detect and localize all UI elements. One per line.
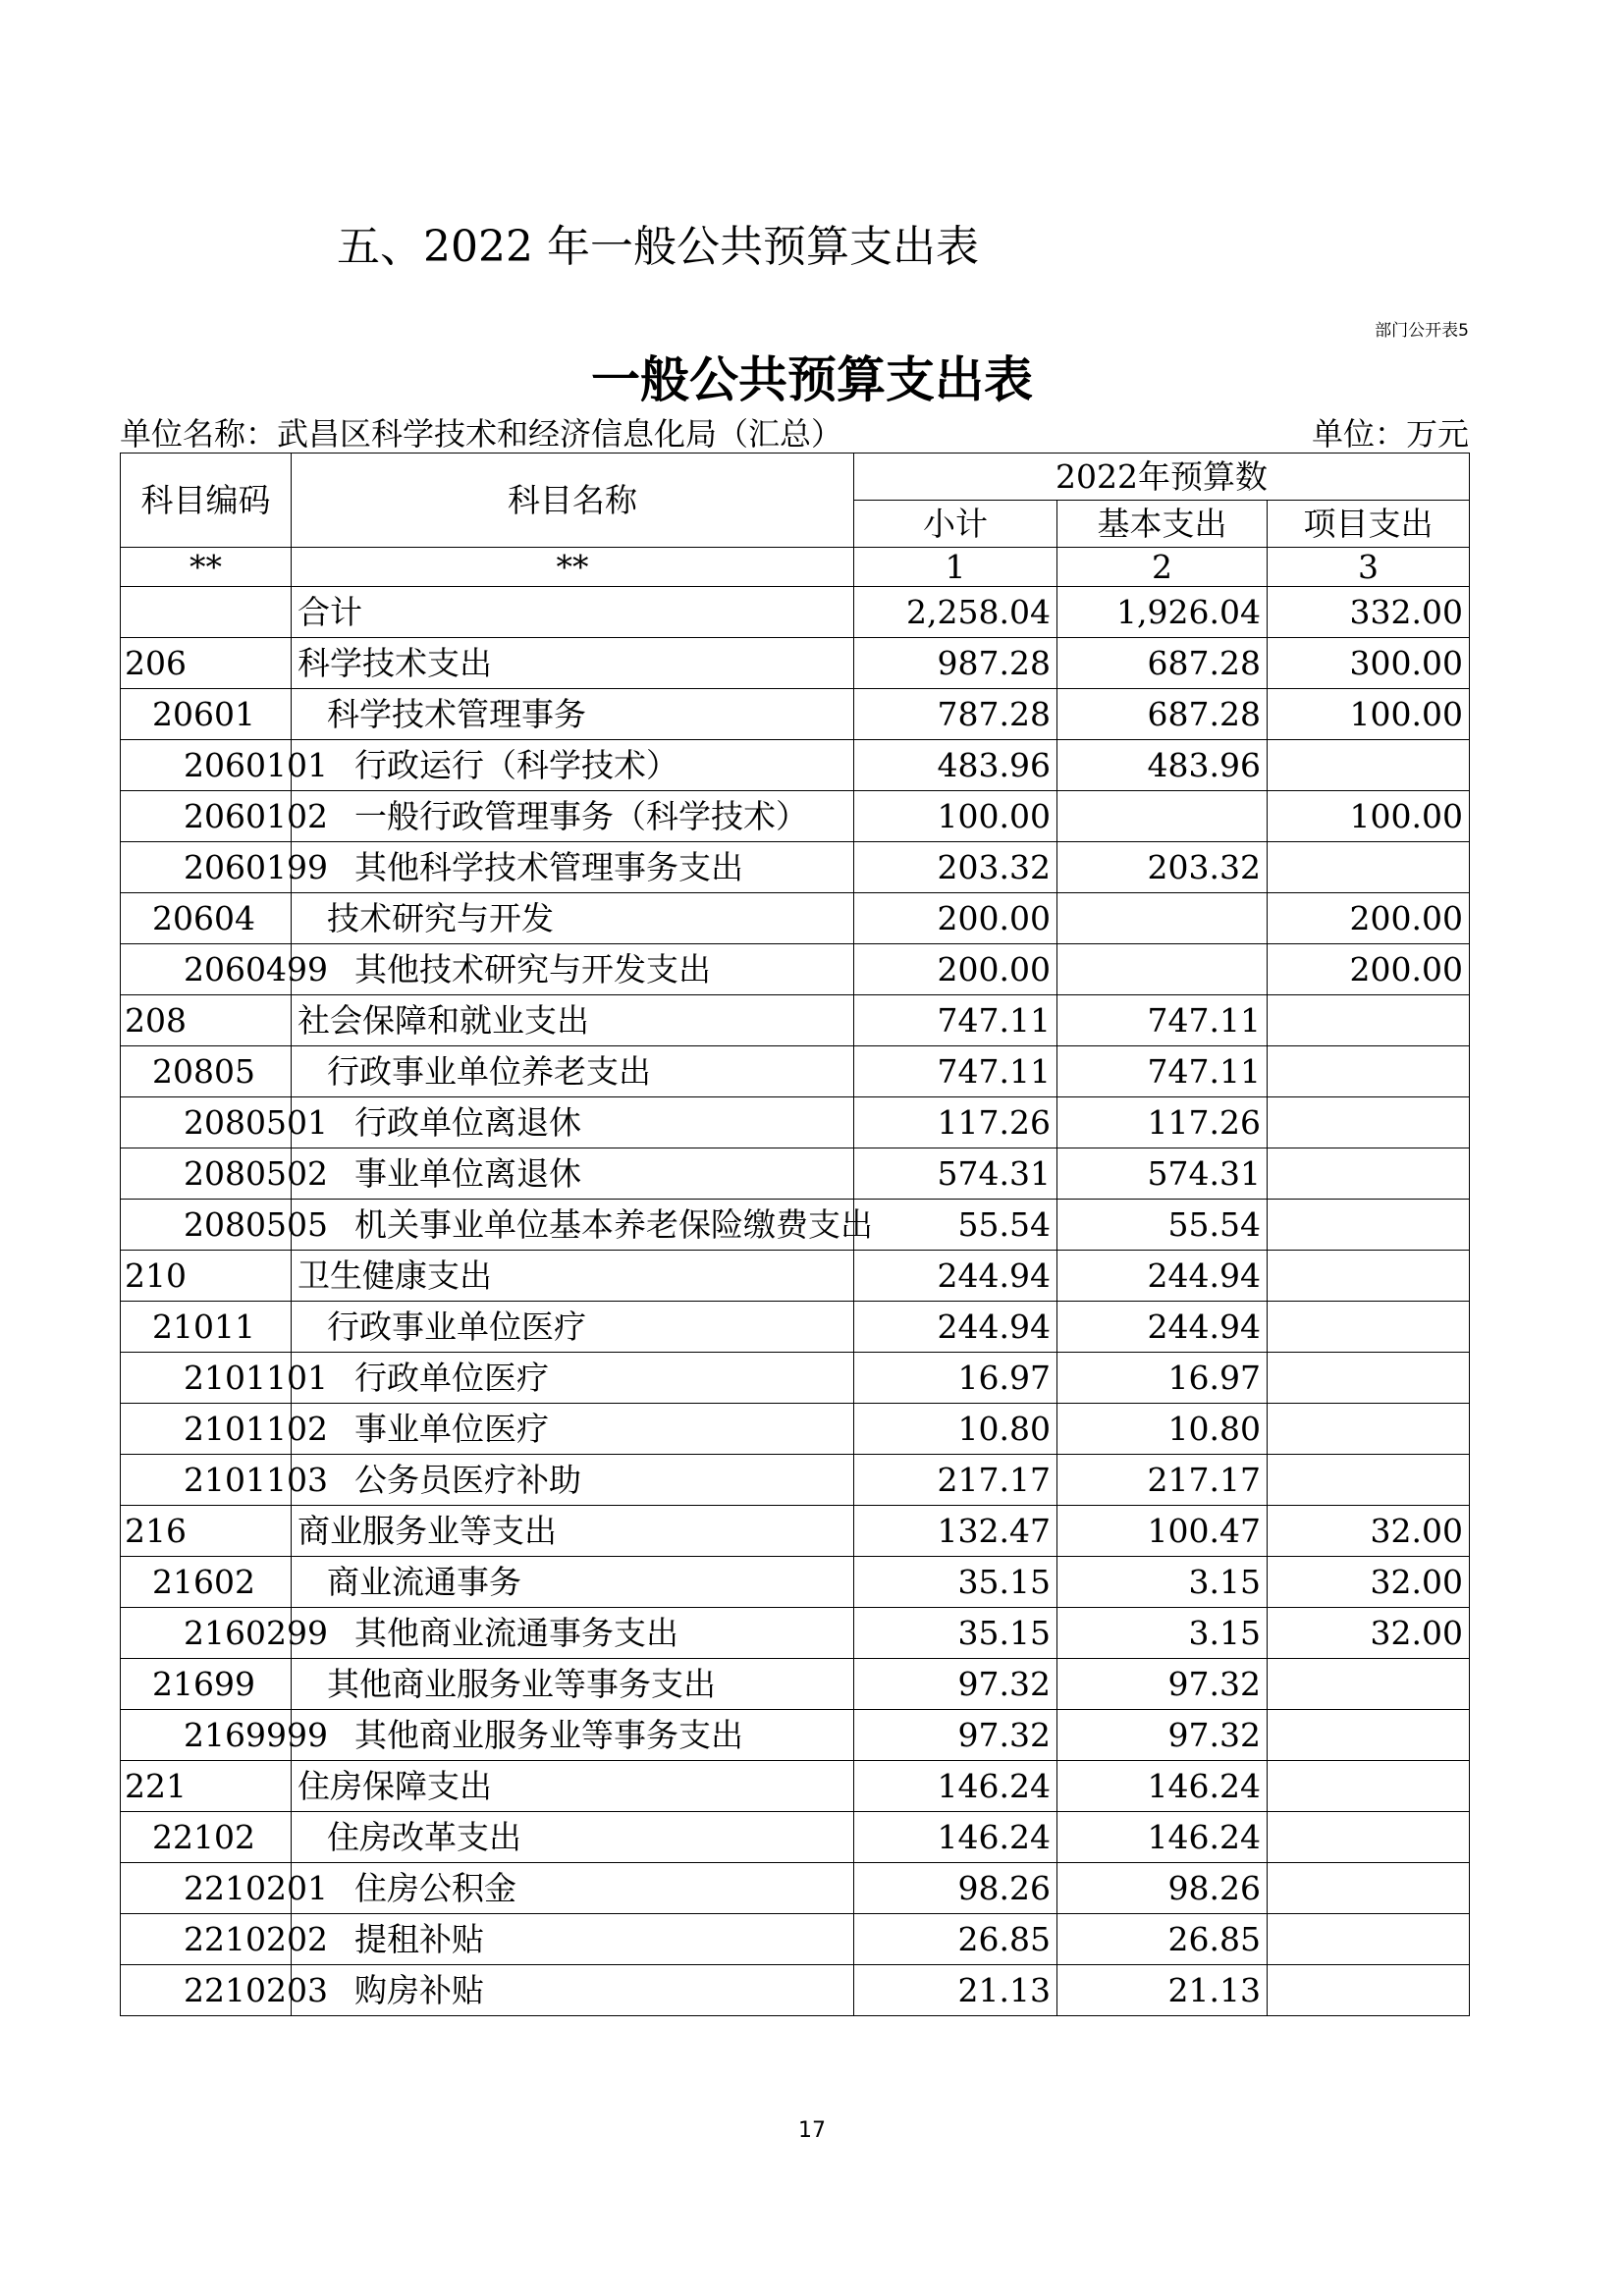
basic-cell: 747.11 xyxy=(1057,1046,1268,1097)
table-row xyxy=(121,1302,1470,1353)
table-row xyxy=(121,1761,1470,1812)
project-cell xyxy=(1268,1863,1470,1914)
project-cell xyxy=(1268,1200,1470,1251)
name-cell: 公务员医疗补助 xyxy=(292,1455,854,1506)
project-cell: 100.00 xyxy=(1268,689,1470,740)
header-code: 科目编码 xyxy=(121,454,292,548)
basic-cell: 1,926.04 xyxy=(1057,587,1268,638)
basic-cell: 98.26 xyxy=(1057,1863,1268,1914)
project-cell xyxy=(1268,1302,1470,1353)
index-cell: ** xyxy=(121,548,292,587)
basic-cell xyxy=(1057,893,1268,944)
subtotal-cell: 100.00 xyxy=(854,791,1057,842)
unit-name: 单位名称：武昌区科学技术和经济信息化局（汇总） xyxy=(120,415,843,453)
index-cell: 3 xyxy=(1268,548,1470,587)
code-cell: 2210202 xyxy=(121,1914,292,1965)
subtotal-cell: 97.32 xyxy=(854,1710,1057,1761)
basic-cell: 203.32 xyxy=(1057,842,1268,893)
index-row xyxy=(121,548,1470,587)
header-basic: 基本支出 xyxy=(1057,501,1268,548)
table-row xyxy=(121,1608,1470,1659)
project-cell xyxy=(1268,1965,1470,2016)
table-title: 一般公共预算支出表 xyxy=(591,350,1033,408)
table-row xyxy=(121,1097,1470,1148)
table-row xyxy=(121,1863,1470,1914)
name-cell: 一般行政管理事务（科学技术） xyxy=(292,791,854,842)
subtotal-cell: 98.26 xyxy=(854,1863,1057,1914)
table-row xyxy=(121,587,1470,638)
subtotal-cell: 97.32 xyxy=(854,1659,1057,1710)
code-cell: 20604 xyxy=(121,893,292,944)
table-row xyxy=(121,740,1470,791)
code-cell: 2210201 xyxy=(121,1863,292,1914)
basic-cell: 10.80 xyxy=(1057,1404,1268,1455)
basic-cell: 217.17 xyxy=(1057,1455,1268,1506)
table-row xyxy=(121,1965,1470,2016)
project-cell xyxy=(1268,1097,1470,1148)
name-cell: 其他商业服务业等事务支出 xyxy=(292,1710,854,1761)
table-row xyxy=(121,1914,1470,1965)
code-cell: 21699 xyxy=(121,1659,292,1710)
basic-cell xyxy=(1057,944,1268,995)
code-cell: 2080505 xyxy=(121,1200,292,1251)
currency-unit: 单位：万元 xyxy=(1311,415,1469,453)
project-cell xyxy=(1268,1812,1470,1863)
table-row xyxy=(121,1148,1470,1200)
header-project: 项目支出 xyxy=(1268,501,1470,548)
header-row-1 xyxy=(121,454,1470,501)
subtotal-cell: 574.31 xyxy=(854,1148,1057,1200)
basic-cell: 117.26 xyxy=(1057,1097,1268,1148)
code-cell: 206 xyxy=(121,638,292,689)
basic-cell: 21.13 xyxy=(1057,1965,1268,2016)
basic-cell: 100.47 xyxy=(1057,1506,1268,1557)
name-cell: 卫生健康支出 xyxy=(292,1251,854,1302)
table-row xyxy=(121,1557,1470,1608)
code-cell: 21011 xyxy=(121,1302,292,1353)
budget-table xyxy=(120,453,1470,2016)
name-cell: 其他商业流通事务支出 xyxy=(292,1608,854,1659)
project-cell xyxy=(1268,1761,1470,1812)
name-cell: 科学技术管理事务 xyxy=(292,689,854,740)
name-cell: 行政事业单位医疗 xyxy=(292,1302,854,1353)
table-row xyxy=(121,1812,1470,1863)
code-cell: 208 xyxy=(121,995,292,1046)
project-cell xyxy=(1268,995,1470,1046)
name-cell: 行政单位离退休 xyxy=(292,1097,854,1148)
header-name: 科目名称 xyxy=(292,454,854,548)
basic-cell: 3.15 xyxy=(1057,1608,1268,1659)
code-cell: 2160299 xyxy=(121,1608,292,1659)
basic-cell: 244.94 xyxy=(1057,1251,1268,1302)
name-cell: 其他技术研究与开发支出 xyxy=(292,944,854,995)
basic-cell: 747.11 xyxy=(1057,995,1268,1046)
subtotal-cell: 200.00 xyxy=(854,944,1057,995)
code-cell: 22102 xyxy=(121,1812,292,1863)
code-cell xyxy=(121,587,292,638)
project-cell: 332.00 xyxy=(1268,587,1470,638)
table-row xyxy=(121,689,1470,740)
code-cell: 20601 xyxy=(121,689,292,740)
project-cell: 100.00 xyxy=(1268,791,1470,842)
subtotal-cell: 787.28 xyxy=(854,689,1057,740)
project-cell xyxy=(1268,1659,1470,1710)
project-cell xyxy=(1268,1251,1470,1302)
subtotal-cell: 26.85 xyxy=(854,1914,1057,1965)
name-cell: 事业单位离退休 xyxy=(292,1148,854,1200)
subtotal-cell: 35.15 xyxy=(854,1557,1057,1608)
code-cell: 2080502 xyxy=(121,1148,292,1200)
code-cell: 2060101 xyxy=(121,740,292,791)
header-budget-group: 2022年预算数 xyxy=(854,454,1470,501)
code-cell: 216 xyxy=(121,1506,292,1557)
code-cell: 2101101 xyxy=(121,1353,292,1404)
subtotal-cell: 747.11 xyxy=(854,1046,1057,1097)
project-cell xyxy=(1268,1404,1470,1455)
basic-cell: 16.97 xyxy=(1057,1353,1268,1404)
name-cell: 行政单位医疗 xyxy=(292,1353,854,1404)
table-row xyxy=(121,944,1470,995)
name-cell: 住房保障支出 xyxy=(292,1761,854,1812)
code-cell: 210 xyxy=(121,1251,292,1302)
code-cell: 2060102 xyxy=(121,791,292,842)
basic-cell: 483.96 xyxy=(1057,740,1268,791)
subtotal-cell: 21.13 xyxy=(854,1965,1057,2016)
name-cell: 科学技术支出 xyxy=(292,638,854,689)
subtotal-cell: 16.97 xyxy=(854,1353,1057,1404)
project-cell: 32.00 xyxy=(1268,1557,1470,1608)
table-row xyxy=(121,1710,1470,1761)
project-cell: 32.00 xyxy=(1268,1608,1470,1659)
project-cell: 200.00 xyxy=(1268,893,1470,944)
code-cell: 2080501 xyxy=(121,1097,292,1148)
basic-cell: 55.54 xyxy=(1057,1200,1268,1251)
name-cell: 提租补贴 xyxy=(292,1914,854,1965)
basic-cell: 26.85 xyxy=(1057,1914,1268,1965)
basic-cell xyxy=(1057,791,1268,842)
basic-cell: 97.32 xyxy=(1057,1659,1268,1710)
name-cell: 社会保障和就业支出 xyxy=(292,995,854,1046)
subtotal-cell: 132.47 xyxy=(854,1506,1057,1557)
subtotal-cell: 146.24 xyxy=(854,1761,1057,1812)
table-row xyxy=(121,1200,1470,1251)
code-cell: 2210203 xyxy=(121,1965,292,2016)
name-cell: 事业单位医疗 xyxy=(292,1404,854,1455)
name-cell: 行政运行（科学技术） xyxy=(292,740,854,791)
name-cell: 合计 xyxy=(292,587,854,638)
subtotal-cell: 146.24 xyxy=(854,1812,1057,1863)
code-cell: 2060499 xyxy=(121,944,292,995)
name-cell: 其他科学技术管理事务支出 xyxy=(292,842,854,893)
basic-cell: 574.31 xyxy=(1057,1148,1268,1200)
name-cell: 住房改革支出 xyxy=(292,1812,854,1863)
table-row xyxy=(121,791,1470,842)
subtotal-cell: 55.54 xyxy=(854,1200,1057,1251)
header-subtotal: 小计 xyxy=(854,501,1057,548)
basic-cell: 687.28 xyxy=(1057,689,1268,740)
name-cell: 购房补贴 xyxy=(292,1965,854,2016)
code-cell: 2060199 xyxy=(121,842,292,893)
code-cell: 2101103 xyxy=(121,1455,292,1506)
subtotal-cell: 244.94 xyxy=(854,1302,1057,1353)
table-row xyxy=(121,1659,1470,1710)
basic-cell: 244.94 xyxy=(1057,1302,1268,1353)
table-row xyxy=(121,1404,1470,1455)
name-cell: 机关事业单位基本养老保险缴费支出 xyxy=(292,1200,854,1251)
table-row xyxy=(121,1251,1470,1302)
code-cell: 2101102 xyxy=(121,1404,292,1455)
page-number: 17 xyxy=(798,2118,826,2143)
subtotal-cell: 2,258.04 xyxy=(854,587,1057,638)
index-cell: 2 xyxy=(1057,548,1268,587)
code-cell: 20805 xyxy=(121,1046,292,1097)
table-row xyxy=(121,1455,1470,1506)
table-row xyxy=(121,1046,1470,1097)
table-row xyxy=(121,638,1470,689)
form-number: 部门公开表5 xyxy=(1375,321,1469,341)
subtotal-cell: 203.32 xyxy=(854,842,1057,893)
subtotal-cell: 987.28 xyxy=(854,638,1057,689)
name-cell: 技术研究与开发 xyxy=(292,893,854,944)
name-cell: 住房公积金 xyxy=(292,1863,854,1914)
name-cell: 商业服务业等支出 xyxy=(292,1506,854,1557)
basic-cell: 97.32 xyxy=(1057,1710,1268,1761)
name-cell: 其他商业服务业等事务支出 xyxy=(292,1659,854,1710)
code-cell: 221 xyxy=(121,1761,292,1812)
subtotal-cell: 10.80 xyxy=(854,1404,1057,1455)
basic-cell: 146.24 xyxy=(1057,1812,1268,1863)
project-cell: 300.00 xyxy=(1268,638,1470,689)
basic-cell: 3.15 xyxy=(1057,1557,1268,1608)
project-cell xyxy=(1268,1914,1470,1965)
table-row xyxy=(121,893,1470,944)
project-cell xyxy=(1268,1710,1470,1761)
subtotal-cell: 747.11 xyxy=(854,995,1057,1046)
subtotal-cell: 244.94 xyxy=(854,1251,1057,1302)
code-cell: 2169999 xyxy=(121,1710,292,1761)
project-cell xyxy=(1268,1148,1470,1200)
table-row xyxy=(121,1353,1470,1404)
project-cell xyxy=(1268,1046,1470,1097)
code-cell: 21602 xyxy=(121,1557,292,1608)
name-cell: 商业流通事务 xyxy=(292,1557,854,1608)
project-cell xyxy=(1268,1353,1470,1404)
project-cell: 200.00 xyxy=(1268,944,1470,995)
index-cell: 1 xyxy=(854,548,1057,587)
basic-cell: 687.28 xyxy=(1057,638,1268,689)
name-cell: 行政事业单位养老支出 xyxy=(292,1046,854,1097)
project-cell xyxy=(1268,740,1470,791)
subtotal-cell: 217.17 xyxy=(854,1455,1057,1506)
project-cell: 32.00 xyxy=(1268,1506,1470,1557)
project-cell xyxy=(1268,842,1470,893)
project-cell xyxy=(1268,1455,1470,1506)
index-cell: ** xyxy=(292,548,854,587)
table-row xyxy=(121,1506,1470,1557)
table-row xyxy=(121,842,1470,893)
section-title: 五、2022 年一般公共预算支出表 xyxy=(337,222,979,272)
basic-cell: 146.24 xyxy=(1057,1761,1268,1812)
subtotal-cell: 200.00 xyxy=(854,893,1057,944)
subtotal-cell: 483.96 xyxy=(854,740,1057,791)
table-row xyxy=(121,995,1470,1046)
subtotal-cell: 35.15 xyxy=(854,1608,1057,1659)
subtotal-cell: 117.26 xyxy=(854,1097,1057,1148)
budget-table-body xyxy=(121,587,1470,2016)
